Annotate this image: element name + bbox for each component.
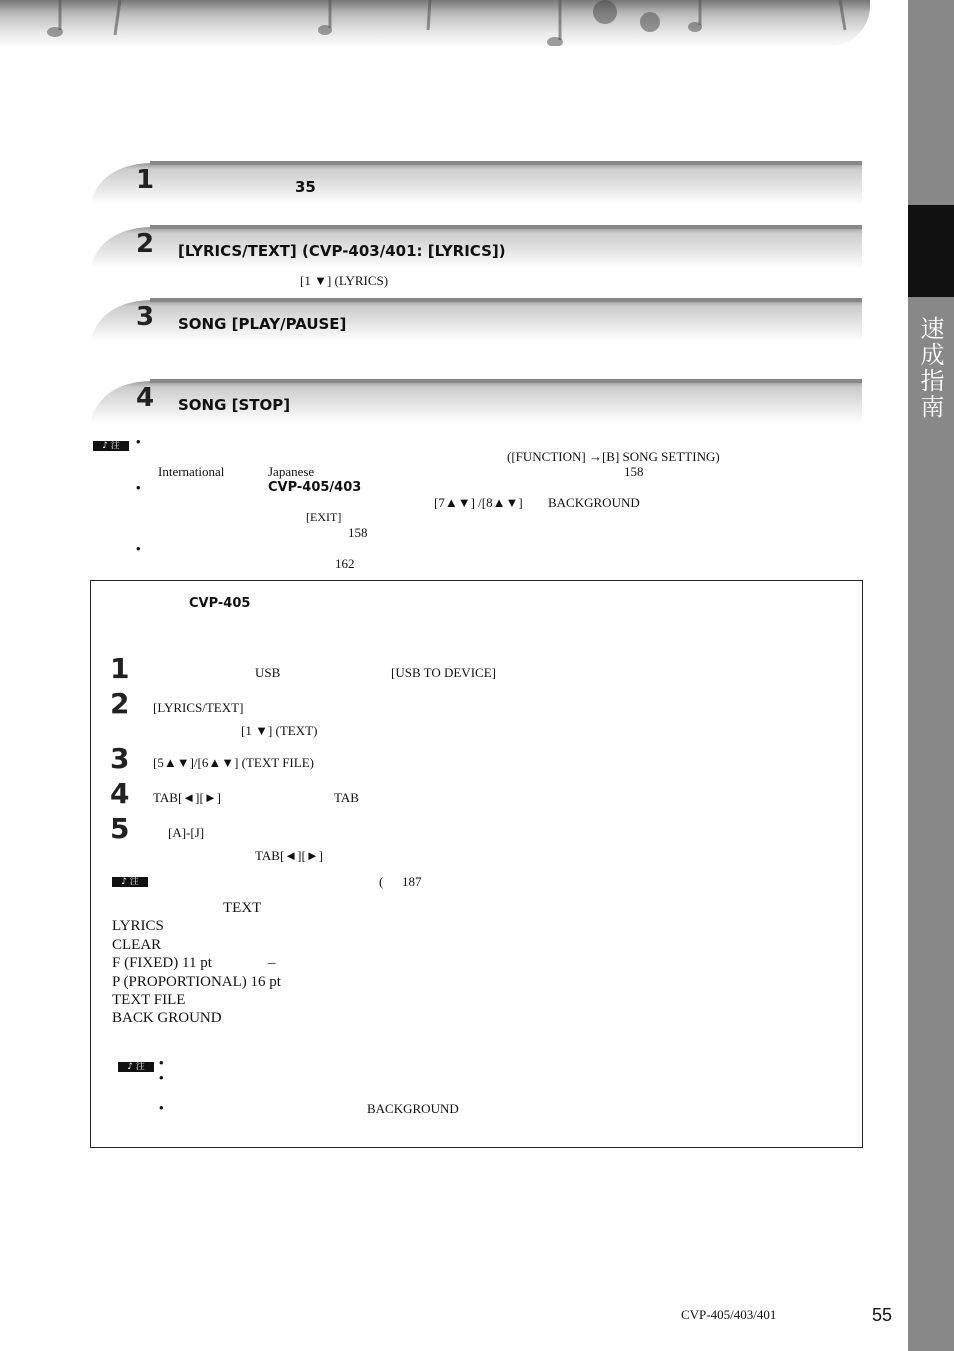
note-text: BACKGROUND [548,495,640,510]
list-item: TEXT FILE [112,992,186,1008]
box-step-text: TAB [334,790,359,805]
note-icon: ♪ 注 [118,1062,154,1072]
note-text: CVP-405/403 [268,480,362,495]
step-title: [LYRICS/TEXT] (CVP-403/401: [LYRICS]) [178,242,506,260]
note-icon: ♪ 注 [112,877,148,887]
note-text: Japanese [268,464,315,479]
bullet: • [136,434,141,449]
note-text: International [158,464,225,479]
note-text: [7▲▼] /[8▲▼] [434,495,523,510]
box-step-text: [5▲▼]/[6▲▼] (TEXT FILE) [153,755,314,770]
bullet: • [159,1055,164,1070]
note-text: [EXIT] [306,510,342,524]
step-3-band [90,298,862,342]
list-item: P (PROPORTIONAL) 16 pt [112,974,281,990]
note-page-ref: 158 [624,464,644,479]
chapter-title: 速成指南 [916,316,944,420]
box-step-number: 5 [110,812,130,845]
music-notes-decoration [0,0,870,46]
step-number: 1 [136,165,155,195]
step-title: SONG [PLAY/PAUSE] [178,315,347,333]
bullet: • [136,480,141,495]
step-2-sub: [1 ▼] (LYRICS) [300,273,389,288]
note-text: BACKGROUND [367,1101,459,1116]
box-step-number: 2 [110,687,130,720]
box-step-number: 1 [110,652,130,685]
note-page-ref: 162 [335,556,355,571]
step-4-band [90,379,862,423]
step-2-band [90,225,862,269]
footer-model: CVP-405/403/401 [681,1307,777,1322]
bullet: • [159,1100,164,1115]
box-step-text: TAB[◄][►] [255,848,324,863]
step-number: 3 [136,302,155,332]
text-label: TEXT [223,900,262,916]
step-title: 35 [295,178,316,196]
step-number: 4 [136,383,155,413]
dash: – [268,955,276,971]
box-heading: CVP-405 [189,596,251,611]
note-icon: ♪ 注 [93,441,129,451]
box-step-text: [LYRICS/TEXT] [153,700,244,715]
bullet: • [159,1070,164,1085]
box-step-number: 3 [110,742,130,775]
list-item: CLEAR [112,937,162,953]
chapter-tab-marker [908,205,954,297]
bullet: • [136,541,141,556]
page-number: 55 [872,1305,893,1325]
note-text: ( [379,874,384,889]
note-page-ref: 187 [402,874,422,889]
list-item: LYRICS [112,918,164,934]
note-text: ([FUNCTION] →[B] SONG SETTING) [507,449,720,464]
box-step-number: 4 [110,777,130,810]
list-item: F (FIXED) 11 pt [112,955,212,971]
box-step-text: USB [255,665,281,680]
header-banner [0,0,870,46]
step-number: 2 [136,229,155,259]
box-step-text: [USB TO DEVICE] [391,665,496,680]
list-item: BACK GROUND [112,1010,222,1026]
note-page-ref: 158 [348,525,368,540]
box-step-text: [1 ▼] (TEXT) [241,723,318,738]
step-1-band [90,161,862,205]
box-step-text: TAB[◄][►] [153,790,222,805]
box-step-text: [A]-[J] [168,825,205,840]
chapter-sidebar [908,0,954,1351]
step-title: SONG [STOP] [178,396,291,414]
